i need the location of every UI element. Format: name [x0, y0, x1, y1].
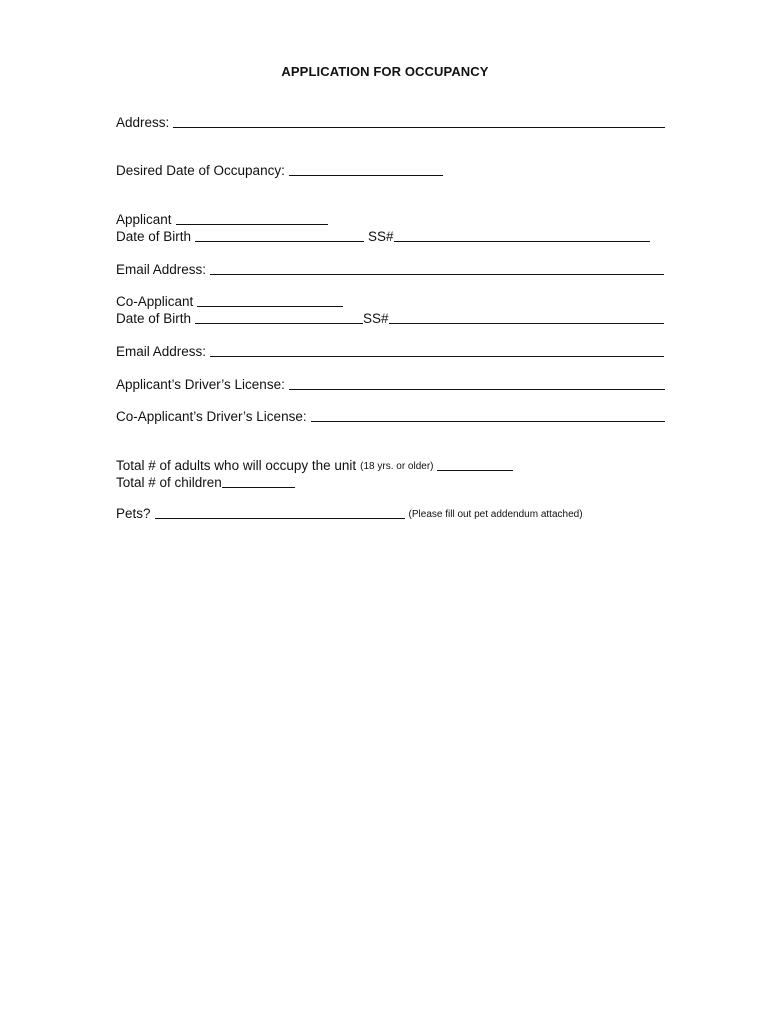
co-applicant-license-row: [116, 407, 665, 424]
pets-note: (Please fill out pet addendum attached): [408, 509, 583, 520]
applicant-label: Applicant: [116, 212, 172, 227]
dob-label: Date of Birth: [116, 311, 192, 326]
co-applicant-license-label: Co-Applicant’s Driver’s License:: [116, 409, 307, 424]
email-label: Email Address:: [116, 344, 207, 359]
applicant-dob-row: [116, 227, 650, 244]
desired-date-label: Desired Date of Occupancy:: [116, 163, 285, 178]
ss-label: SS#: [368, 229, 394, 244]
children-label: Total # of children: [116, 475, 222, 490]
address-row: [116, 113, 665, 130]
pets-label: Pets?: [116, 506, 151, 521]
pets-row: [116, 504, 583, 521]
email-label: Email Address:: [116, 262, 207, 277]
co-applicant-license-field[interactable]: [311, 409, 665, 422]
address-label: Address:: [116, 115, 170, 130]
form-title: APPLICATION FOR OCCUPANCY: [281, 64, 489, 79]
applicant-license-field[interactable]: [289, 377, 665, 390]
co-applicant-ss-field[interactable]: [389, 311, 664, 324]
ss-label: SS#: [363, 311, 389, 326]
applicant-email-field[interactable]: [210, 262, 664, 275]
co-applicant-name-field[interactable]: [197, 294, 343, 307]
dob-label: Date of Birth: [116, 229, 192, 244]
co-applicant-email-field[interactable]: [210, 344, 664, 357]
applicant-row: [116, 210, 328, 227]
children-row: [116, 473, 295, 490]
applicant-license-label: Applicant’s Driver’s License:: [116, 377, 285, 392]
co-applicant-row: [116, 292, 343, 309]
applicant-ss-field[interactable]: [394, 229, 650, 242]
co-applicant-dob-row: [116, 309, 664, 326]
adults-note: (18 yrs. or older): [360, 461, 434, 472]
children-count-field[interactable]: [222, 475, 295, 488]
desired-date-field[interactable]: [289, 163, 443, 176]
co-applicant-email-row: [116, 342, 664, 359]
adults-row: [116, 456, 513, 473]
adults-label: Total # of adults who will occupy the unit: [116, 458, 357, 473]
pets-field[interactable]: [155, 506, 405, 519]
applicant-license-row: [116, 375, 665, 392]
co-applicant-label: Co-Applicant: [116, 294, 194, 309]
applicant-dob-field[interactable]: [195, 229, 364, 242]
address-field[interactable]: [173, 115, 665, 128]
co-applicant-dob-field[interactable]: [195, 311, 363, 324]
applicant-name-field[interactable]: [176, 212, 328, 225]
applicant-email-row: [116, 260, 664, 277]
adults-count-field[interactable]: [437, 458, 513, 471]
desired-date-row: [116, 161, 443, 178]
